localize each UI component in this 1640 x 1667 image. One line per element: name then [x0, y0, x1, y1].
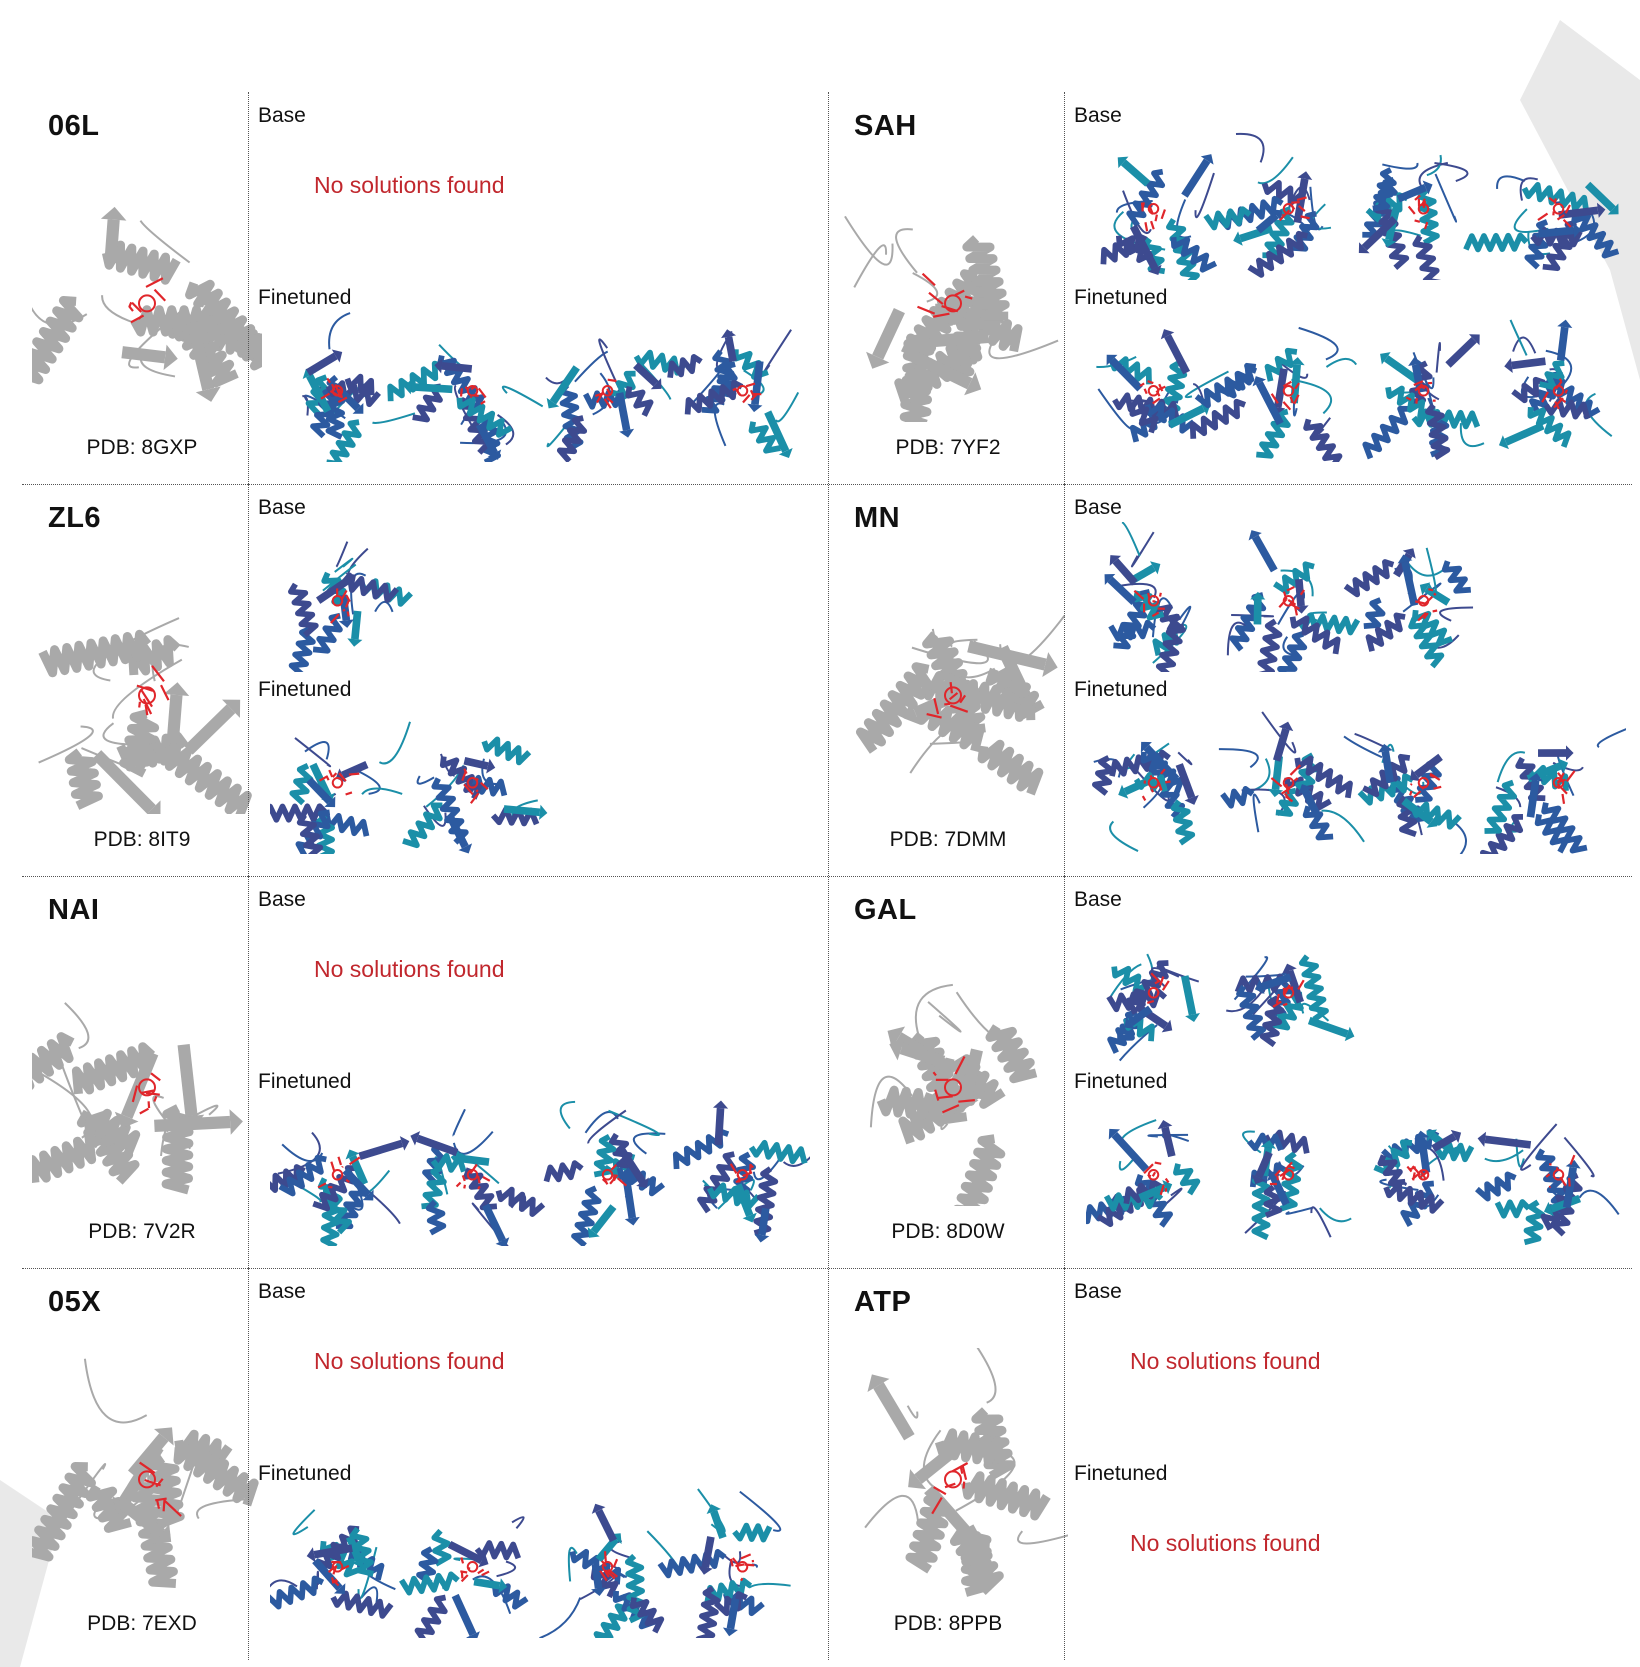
reference-column — [828, 92, 1068, 484]
protein-structure-glyph — [865, 1348, 1068, 1593]
column-divider — [1064, 484, 1065, 876]
pdb-id-caption: PDB: 8GXP — [86, 436, 198, 459]
reference-structure — [32, 172, 262, 422]
reference-column — [828, 484, 1068, 876]
reference-column — [22, 876, 262, 1268]
protein-structure-glyph — [845, 216, 1058, 422]
ligand-glyph — [462, 769, 487, 804]
protein-structure-glyph — [410, 1109, 543, 1246]
pdb-id-caption: PDB: 7YF2 — [895, 436, 1001, 459]
reference-column — [828, 876, 1068, 1268]
solutions-column — [1074, 484, 1630, 876]
protein-structure-glyph — [1475, 724, 1626, 854]
protein-structure-glyph — [1219, 712, 1364, 842]
base-no-solutions-text: No solutions found — [314, 172, 505, 198]
reference-structure — [838, 1348, 1068, 1598]
protein-structure-glyph — [270, 722, 410, 854]
protein-structure-glyph — [270, 1510, 395, 1616]
base-label: Base — [258, 1280, 306, 1303]
base-no-solutions-text: No solutions found — [1130, 1348, 1321, 1374]
solutions-column — [1074, 92, 1630, 484]
reference-structure — [838, 172, 1068, 422]
ligand-panel-mn — [828, 484, 1632, 876]
protein-structure-glyph — [1344, 734, 1466, 854]
solutions-column — [258, 484, 818, 876]
finetuned-model-set — [1086, 1096, 1626, 1246]
finetuned-label: Finetuned — [1074, 1070, 1168, 1093]
ligand-panel-atp — [828, 1268, 1632, 1660]
ligand-name: ZL6 — [48, 502, 102, 534]
finetuned-model-set — [270, 1488, 810, 1638]
protein-structure-glyph — [1226, 956, 1354, 1045]
column-divider — [248, 484, 249, 876]
protein-structure-glyph — [39, 618, 248, 814]
finetuned-label: Finetuned — [1074, 286, 1168, 309]
protein-structure-glyph — [1094, 742, 1199, 851]
protein-structure-glyph — [1193, 328, 1357, 462]
finetuned-model-set — [270, 312, 810, 462]
ligand-name: ATP — [854, 1286, 912, 1318]
ligand-name: SAH — [854, 110, 917, 142]
ligand-glyph — [731, 1554, 754, 1580]
reference-structure — [32, 956, 262, 1206]
pdb-id-caption: PDB: 7V2R — [88, 1220, 196, 1243]
protein-structure-glyph — [1375, 1129, 1472, 1225]
solutions-column — [258, 92, 818, 484]
pdb-id-caption: PDB: 7EXD — [87, 1612, 197, 1635]
ligand-name: 06L — [48, 110, 100, 142]
reference-column — [22, 484, 262, 876]
protein-structure-glyph — [32, 207, 262, 402]
base-label: Base — [258, 496, 306, 519]
finetuned-label: Finetuned — [258, 286, 352, 309]
protein-structure-glyph — [1499, 320, 1612, 450]
row-separator — [22, 484, 1632, 485]
ligand-name: 05X — [48, 1286, 102, 1318]
finetuned-model-set — [270, 1096, 810, 1246]
protein-structure-glyph — [670, 329, 798, 458]
column-divider — [1064, 1268, 1065, 1660]
reference-structure — [838, 956, 1068, 1206]
row-separator — [22, 1268, 1632, 1269]
finetuned-label: Finetuned — [258, 1070, 352, 1093]
base-model-set — [1086, 522, 1626, 672]
finetuned-label: Finetuned — [258, 1462, 352, 1485]
reference-column — [828, 1268, 1068, 1660]
column-divider — [1064, 876, 1065, 1268]
ligand-panel-05x — [22, 1268, 828, 1660]
ligand-name: MN — [854, 502, 901, 534]
protein-structure-glyph — [1466, 176, 1619, 268]
finetuned-model-set — [1086, 312, 1626, 462]
protein-structure-glyph — [403, 739, 547, 853]
protein-structure-glyph — [1345, 548, 1473, 667]
column-divider — [248, 92, 249, 484]
pdb-id-caption: PDB: 8PPB — [893, 1612, 1003, 1635]
protein-structure-glyph — [1086, 1120, 1197, 1226]
solutions-column — [1074, 876, 1630, 1268]
protein-structure-glyph — [676, 1101, 810, 1243]
protein-structure-glyph — [1359, 155, 1468, 280]
base-label: Base — [258, 888, 306, 911]
protein-structure-glyph — [302, 313, 415, 462]
base-no-solutions-text: No solutions found — [314, 1348, 505, 1374]
finetuned-label: Finetuned — [1074, 1462, 1168, 1485]
column-divider — [248, 1268, 249, 1660]
base-model-set — [1086, 130, 1626, 280]
protein-structure-glyph — [32, 1359, 254, 1584]
finetuned-model-set — [1086, 704, 1626, 854]
reference-structure — [838, 564, 1068, 814]
protein-structure-glyph — [390, 345, 543, 462]
ligand-panel-zl6 — [22, 484, 828, 876]
reference-structure — [32, 1348, 262, 1598]
finetuned-label: Finetuned — [258, 678, 352, 701]
protein-structure-glyph — [1228, 530, 1358, 672]
protein-structure-glyph — [1108, 954, 1200, 1061]
base-label: Base — [1074, 104, 1122, 127]
pdb-id-caption: PDB: 8D0W — [891, 1220, 1005, 1243]
finetuned-label: Finetuned — [1074, 678, 1168, 701]
solutions-column — [1074, 1268, 1630, 1660]
column-divider — [248, 876, 249, 1268]
base-label: Base — [1074, 888, 1122, 911]
reference-structure — [32, 564, 262, 814]
pdb-id-caption: PDB: 7DMM — [889, 828, 1007, 851]
panel-column-separator — [828, 92, 829, 1660]
column-divider — [1064, 92, 1065, 484]
pdb-id-caption: PDB: 8IT9 — [93, 828, 191, 851]
protein-structure-glyph — [660, 1489, 791, 1638]
base-label: Base — [1074, 1280, 1122, 1303]
protein-structure-glyph — [546, 339, 686, 461]
finetuned-no-solutions-text: No solutions found — [1130, 1530, 1321, 1556]
reference-column — [22, 92, 262, 484]
protein-structure-glyph — [402, 1517, 527, 1638]
finetuned-model-set — [270, 704, 810, 854]
protein-structure-glyph — [270, 1133, 409, 1246]
ligand-name: GAL — [854, 894, 917, 926]
protein-structure-glyph — [291, 542, 411, 672]
ligand-name: NAI — [48, 894, 100, 926]
base-label: Base — [1074, 496, 1122, 519]
ligand-panel-06l — [22, 92, 828, 484]
base-model-set — [270, 522, 810, 672]
protein-structure-glyph — [1365, 334, 1484, 458]
protein-structure-glyph — [1103, 154, 1215, 280]
protein-structure-glyph — [861, 616, 1065, 794]
solutions-column — [258, 876, 818, 1268]
protein-structure-glyph — [546, 1102, 665, 1246]
reference-column — [22, 1268, 262, 1660]
ligand-panel-sah — [828, 92, 1632, 484]
ligand-panel-gal — [828, 876, 1632, 1268]
base-model-set — [1086, 914, 1626, 1064]
protein-structure-glyph — [1105, 522, 1191, 672]
protein-structure-glyph — [540, 1504, 682, 1638]
row-separator — [22, 876, 1632, 877]
solutions-column — [258, 1268, 818, 1660]
protein-structure-glyph — [1206, 134, 1331, 275]
protein-structure-glyph — [871, 985, 1036, 1206]
base-label: Base — [258, 104, 306, 127]
protein-structure-glyph — [32, 1003, 243, 1190]
protein-structure-glyph — [1243, 1131, 1351, 1237]
ligand-panel-nai — [22, 876, 828, 1268]
base-no-solutions-text: No solutions found — [314, 956, 505, 982]
protein-structure-glyph — [1477, 1124, 1619, 1242]
